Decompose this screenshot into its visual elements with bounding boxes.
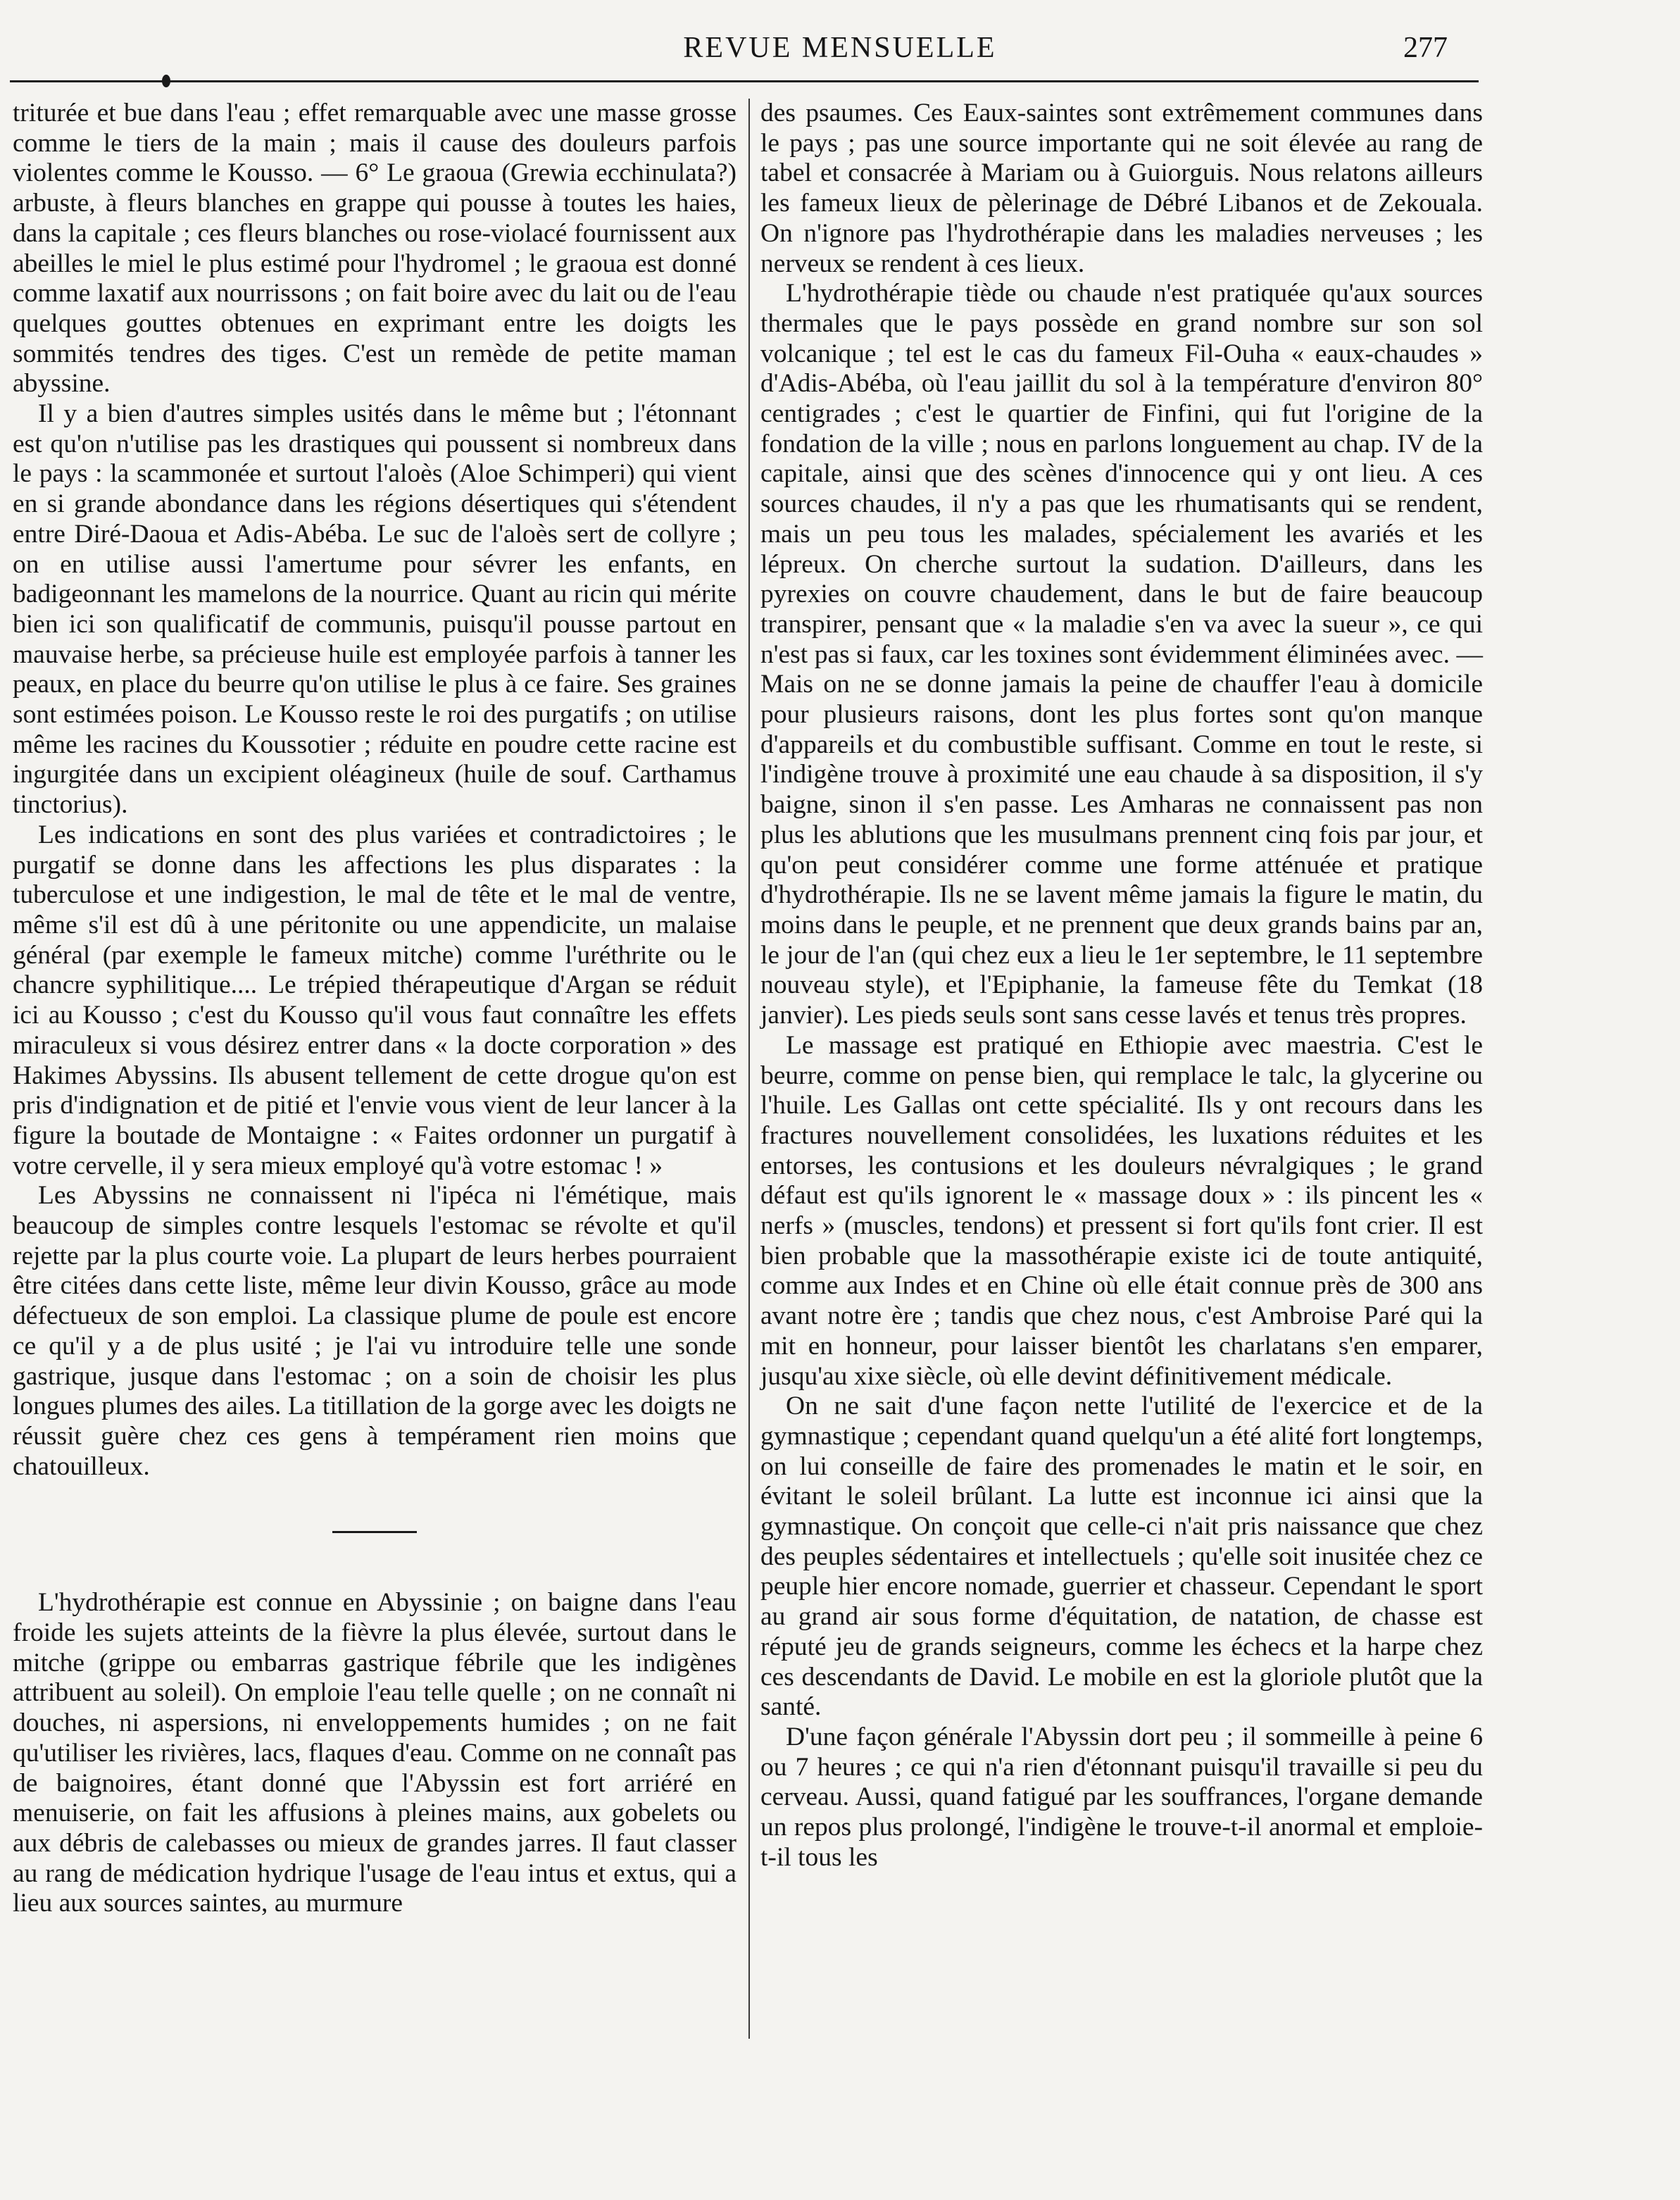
header-rule-ornament [162, 75, 170, 87]
paragraph: L'hydrothérapie tiède ou chaude n'est pratiquée qu'aux sources thermales que le pays possède en grand nombre sur son sol volcanique ; tel est le cas du fameux Fil-Ouha « eaux-chaudes » d'Adis-Abéba, où l'eau jaillit du sol à la température d'environ 80° centigrades ; c'est le quartier de Finfini, qui fut l'origine de la fondation de la ville ; nous en parlons longuement au chap. IV de la capitale, ainsi que des scènes d'innocence qui y ont lieu. A ces sources chaudes, il n'y a pas que les rhumatisants qui se rendent, mais un peu tous les malades, spécialement les avariés et les lépreux. On cherche surtout la sudation. D'ailleurs, dans les pyrexies on couvre chaudement, dans le but de faire beaucoup transpirer, pensant que « la maladie s'en va avec la sueur », ce qui n'est pas si faux, car les toxines sont évidemment éliminées avec. — Mais on ne se donne jamais la peine de chauffer l'eau à domicile pour plusieurs raisons, dont les plus fortes sont qu'on manque d'appareils et du combustible suffisant. Comme en tout le reste, si l'indigène trouve à proximité une eau chaude à sa disposition, il s'y baigne, sinon il s'en passe. Les Amharas ne connaissent pas non plus les ablutions que les musulmans prennent cinq fois par jour, et qu'on peut considérer comme une forme atténuée et pratique d'hydrothérapie. Ils ne se lavent même jamais la figure le matin, du moins dans le peuple, et ne prennent que deux grands bains par an, le jour de l'an (qui chez eux a lieu le 1er septembre, le 11 septembre nouveau style), et l'Epiphanie, la fameuse fête du Temkat (18 janvier). Les pieds seuls sont sans cesse lavés et tenus très propres. [760, 279, 1483, 1030]
paragraph: D'une façon générale l'Abyssin dort peu ; il sommeille à peine 6 ou 7 heures ; ce qui n'a rien d'étonnant puisqu'il travaille si peu du cerveau. Aussi, quand fatigué par les souffrances, l'organe demande un repos plus prolongé, l'indigène le trouve-t-il anormal et emploie-t-il tous les [760, 1722, 1483, 1872]
paragraph: des psaumes. Ces Eaux-saintes sont extrêmement communes dans le pays ; pas une source importante qui ne soit élevée au rang de tabel et consacrée à Mariam ou à Guiorguis. Nous relatons ailleurs les fameux lieux de pèlerinage de Débré Libanos et de Zekouala. On n'ignore pas l'hydrothérapie dans les maladies nerveuses ; les nerveux se rendent à ces lieux. [760, 99, 1483, 278]
paragraph: triturée et bue dans l'eau ; effet remarquable avec une masse grosse comme le tiers de la main ; mais il cause des douleurs parfois violentes comme le Kousso. — 6° Le graoua (Grewia ecchinulata?) arbuste, à fleurs blanches en grappe qui pousse à toutes les haies, dans la capitale ; ces fleurs blanches ou rose-violacé fournissent aux abeilles le miel le plus estimé pour l'hydromel ; le graoua est donné comme laxatif aux nourrissons ; on fait boire avec du lait ou de l'eau quelques gouttes obtenues en exprimant entre les doigts les sommités tendres des tiges. C'est un remède de petite maman abyssine. [13, 99, 736, 399]
paragraph: Les Abyssins ne connaissent ni l'ipéca ni l'émétique, mais beaucoup de simples contre lesquels l'estomac se révolte et qu'il rejette par la plus courte voie. La plupart de leurs herbes pourraient être citées dans cette liste, même leur divin Kousso, grâce au mode défectueux de son emploi. La classique plume de poule est encore ce qu'il y a de plus usité ; je l'ai vu introduire telle une sonde gastrique, jusque dans l'estomac ; on a soin de choisir les plus longues plumes des ailes. La titillation de la gorge avec les doigts ne réussit guère chez ces gens à tempérament rien moins que chatouilleux. [13, 1181, 736, 1481]
running-head [0, 31, 1680, 73]
paragraph: Les indications en sont des plus variées et contradictoires ; le purgatif se donne dans les affections les plus disparates : la tuberculose et une indigestion, le mal de tête et le mal de ventre, même s'il est dû à une péritonite ou une appendicite, un malaise général (par exemple le fameux mitche) comme l'uréthrite ou le chancre syphilitique.... Le trépied thérapeutique d'Argan se réduit ici au Kousso ; c'est du Kousso qu'il vous faut connaître les effets miraculeux si vous désirez entrer dans « la docte corporation » des Hakimes Abyssins. Ils abusent tellement de cette drogue qu'on est pris d'indignation et de pitié et l'envie vous vient de leur lancer à la figure la boutade de Montaigne : « Faites ordonner un purgatif à votre cervelle, il y sera mieux employé qu'à votre estomac ! » [13, 820, 736, 1180]
paragraph: Il y a bien d'autres simples usités dans le même but ; l'étonnant est qu'on n'utilise pas les drastiques qui poussent si nombreux dans le pays : la scammonée et surtout l'aloès (Aloe Schimperi) qui vient en si grande abondance dans les régions désertiques qui s'étendent entre Diré-Daoua et Adis-Abéba. Le suc de l'aloès sert de collyre ; on en utilise aussi l'amertume pour sévrer les enfants, en badigeonnant les mamelons de la nourrice. Quant au ricin qui mérite bien ici son qualificatif de communis, puisqu'il pousse partout en mauvaise herbe, sa précieuse huile est employée parfois à tanner les peaux, en place du beurre qu'on utilise le plus à ce faire. Ses graines sont estimées poison. Le Kousso reste le roi des purgatifs ; on utilise même les racines du Koussotier ; réduite en poudre cette racine est ingurgitée dans un excipient oléagineux (huile de souf. Carthamus tinctorius). [13, 399, 736, 820]
header-rule [10, 80, 1479, 82]
left-column [13, 99, 736, 1919]
paragraph: On ne sait d'une façon nette l'utilité de l'exercice et de la gymnastique ; cependant quand quelqu'un a été alité fort longtemps, on lui conseille de faire des promenades le matin et le soir, en évitant le soleil brûlant. La lutte est inconnue ici ainsi que la gymnastique. On conçoit que celle-ci n'ait pris naissance que chez des peuples sédentaires et intellectuels ; qu'elle soit inusitée chez ce peuple hier encore nomade, guerrier et chasseur. Cependant le sport au grand air sous forme d'équitation, de natation, de chasse est réputé jeu de grands seigneurs, comme les échecs et la harpe chez ces descendants de David. Le mobile en est la gloriole plutôt que la santé. [760, 1392, 1483, 1722]
page-number: 277 [1403, 32, 1448, 64]
journal-title: REVUE MENSUELLE [683, 32, 997, 64]
column-rule [748, 99, 750, 2039]
paragraph: L'hydrothérapie est connue en Abyssinie ; on baigne dans l'eau froide les sujets atteints de la fièvre la plus élevée, surtout dans le mitche (grippe ou embarras gastrique fébrile que les indigènes attribuent au soleil). On emploie l'eau telle quelle ; on ne connaît ni douches, ni aspersions, ni enveloppements humides ; on ne fait qu'utiliser les rivières, lacs, flaques d'eau. Comme on ne connaît pas de baignoires, étant donné que l'Abyssin est fort arriéré en menuiserie, on fait les affusions à pleines mains, aux gobelets ou aux débris de calebasses ou mieux de grandes jarres. Il faut classer au rang de médication hydrique l'usage de l'eau intus et extus, qui a lieu aux sources saintes, au murmure [13, 1588, 736, 1918]
paragraph: Le massage est pratiqué en Ethiopie avec maestria. C'est le beurre, comme on pense bien, qui remplace le talc, la glycerine ou l'huile. Les Gallas ont cette spécialité. Ils y ont recours dans les fractures nouvellement consolidées, les luxations réduites et les entorses, les contusions et les douleurs névralgiques ; le grand défaut est qu'ils ignorent le « massage doux » : ils pincent les « nerfs » (muscles, tendons) et pressent si fort qu'ils font crier. Il est bien probable que la massothérapie existe ici de toute antiquité, comme aux Indes et en Chine où elle était connue près de 300 ans avant notre ère ; tandis que chez nous, c'est Ambroise Paré qui la mit en honneur, pour laisser bientôt les charlatans s'en emparer, jusqu'au xixe siècle, où elle devint définitivement médicale. [760, 1030, 1483, 1391]
right-column [760, 99, 1483, 1873]
section-separator [332, 1531, 417, 1533]
